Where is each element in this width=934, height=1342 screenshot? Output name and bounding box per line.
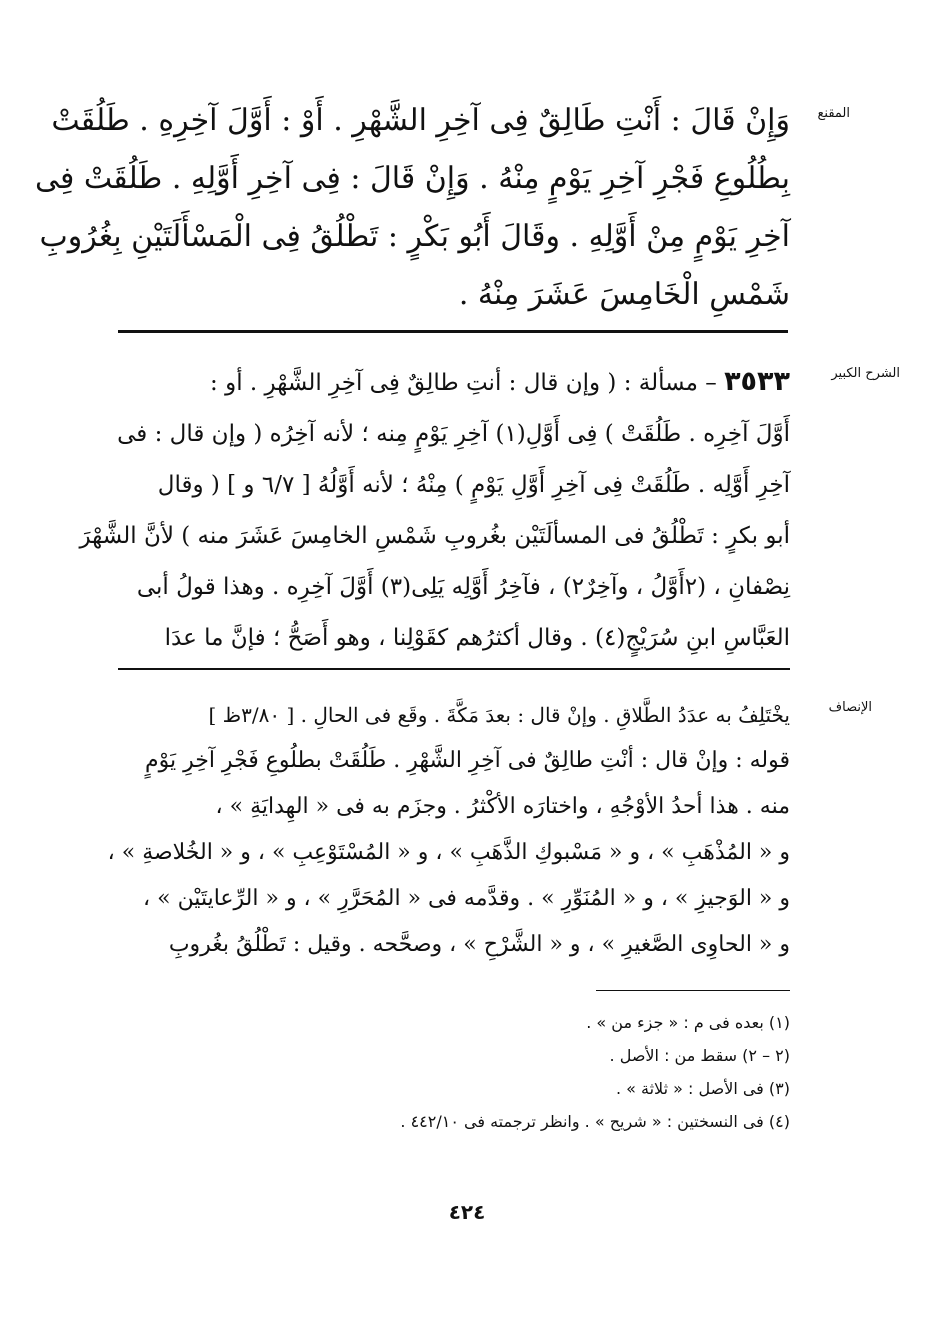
sharh-first-line-text: – مسألة : ( وإن قال : أنتِ طالِقٌ فِى آخِرِ الشَّهْرِ . أو : (210, 370, 725, 396)
insaf-line: و « الوَجيزِ » ، و « المُنَوِّرِ » . وقدَّمه فى « المُحَرَّرِ » ، و « الرِّعايتَيْن » ، (143, 886, 790, 911)
muqni-line: شَمْسِ الْخَامِسَ عَشَرَ مِنْهُ . (458, 277, 790, 312)
insaf-first-line: يخْتَلِفُ به عدَدُ الطَّلاقِ . وإنْ قال : بعدَ مَكَّةَ . وقَع فى الحالِ . [ ٣/٨٠ظ ] (208, 703, 790, 727)
section-label-insaf: الإنصاف (828, 700, 872, 715)
sharh-text (79, 356, 790, 664)
issue-number: ٣٥٣٣ (724, 366, 790, 397)
page-number: ٤٢٤ (448, 1200, 486, 1224)
muqni-line: بِطُلُوعِ فَجْرِ آخِرِ يَوْمٍ مِنْهُ . وَإِنْ قَالَ : فِى آخِرِ أَوَّلِهِ . طَلُقَتْ فِى (34, 161, 790, 196)
insaf-line: قوله : وإنْ قال : أنْتِ طالِقٌ فى آخِرِ الشَّهْرِ . طَلُقَتْ بطلُوعِ فَجْرِ آخِرِ يَوْمٍ (144, 748, 790, 773)
section-label-sharh: الشرح الكبير (831, 366, 900, 381)
footnote-divider (596, 990, 790, 991)
footnote: (١) بعده فى م : « جزء من » . (586, 1013, 790, 1032)
muqni-text (34, 92, 790, 324)
sharh-line: أَوَّلَ آخِرِه . طَلُقَتْ ) فِى أَوَّلِ(١) آخِرِ يَوْمٍ مِنه ؛ لأنه آخِرُه ( وإن قال : فى (117, 421, 790, 447)
sharh-line: نِصْفانِ ، (٢أَوَّلُ ، وآخِرٌ٢) ، فآخِرُ أَوَّلِه يَلِى(٣) أَوَّلَ آخِرِه . وهذا قولُ أبى (136, 574, 790, 600)
muqni-line: وَإِنْ قَالَ : أَنْتِ طَالِقٌ فِى آخِرِ الشَّهْرِ . أَوْ : أَوَّلَ آخِرِهِ . طَلُقَتْ (51, 103, 790, 138)
footnote: (٣) فى الأصل : « ثلاثة » . (615, 1079, 790, 1098)
section-divider-thin (118, 668, 790, 670)
sharh-line: أبو بكرٍ : تَطْلُقُ فى المسألَتَيْن بغُروبِ شَمْسِ الخامِسَ عَشَرَ منه ) لأنَّ الشَّهْرَ (79, 523, 790, 549)
section-divider-thick (118, 330, 788, 333)
insaf-line: و « الحاوِى الصَّغيرِ » ، و « الشَّرْحِ » ، وصحَّحه . وقيل : تَطْلُقُ بغُروبِ (168, 932, 790, 957)
insaf-line: منه . هذا أحدُ الأوْجُهِ ، واختارَه الأكْثرُ . وجزَم به فى « الهِدايَةِ » ، (215, 794, 790, 819)
sharh-first-line (112, 356, 790, 409)
footnote: (٤) فى النسختين : « شريح » . وانظر ترجمته فى ٤٤٢/١٠ . (400, 1112, 790, 1131)
insaf-text (107, 692, 790, 968)
sharh-line: آخِرِ أَوَّلِه . طَلُقَتْ فِى آخِرِ أَوَّلِ يَوْمٍ ) مِنْهُ ؛ لأنه أَوَّلُهُ [ ٦/٧ و ] ( وقال (157, 472, 790, 498)
footnote: (٢ – ٢) سقط من : الأصل . (609, 1046, 790, 1065)
insaf-line: و « المُذْهَبِ » ، و « مَسْبوكِ الذَّهَبِ » ، و « المُسْتَوْعِبِ » ، و « الخُلاصةِ » ، (107, 840, 790, 865)
sharh-line: العَبَّاسِ ابنِ سُرَيْجٍ(٤) . وقال أكثرُهم كقَوْلِنا ، وهو أَصَحُّ ؛ فإنَّ ما عدَا (164, 625, 790, 651)
footnotes (300, 1006, 790, 1138)
section-label-muqni: المقنع (817, 106, 850, 121)
muqni-line: آخِرِ يَوْمٍ مِنْ أَوَّلِهِ . وقَالَ أَبُو بَكْرٍ : تَطْلُقُ فِى الْمَسْأَلَتَيْنِ بِغُرُوبِ (39, 219, 790, 254)
